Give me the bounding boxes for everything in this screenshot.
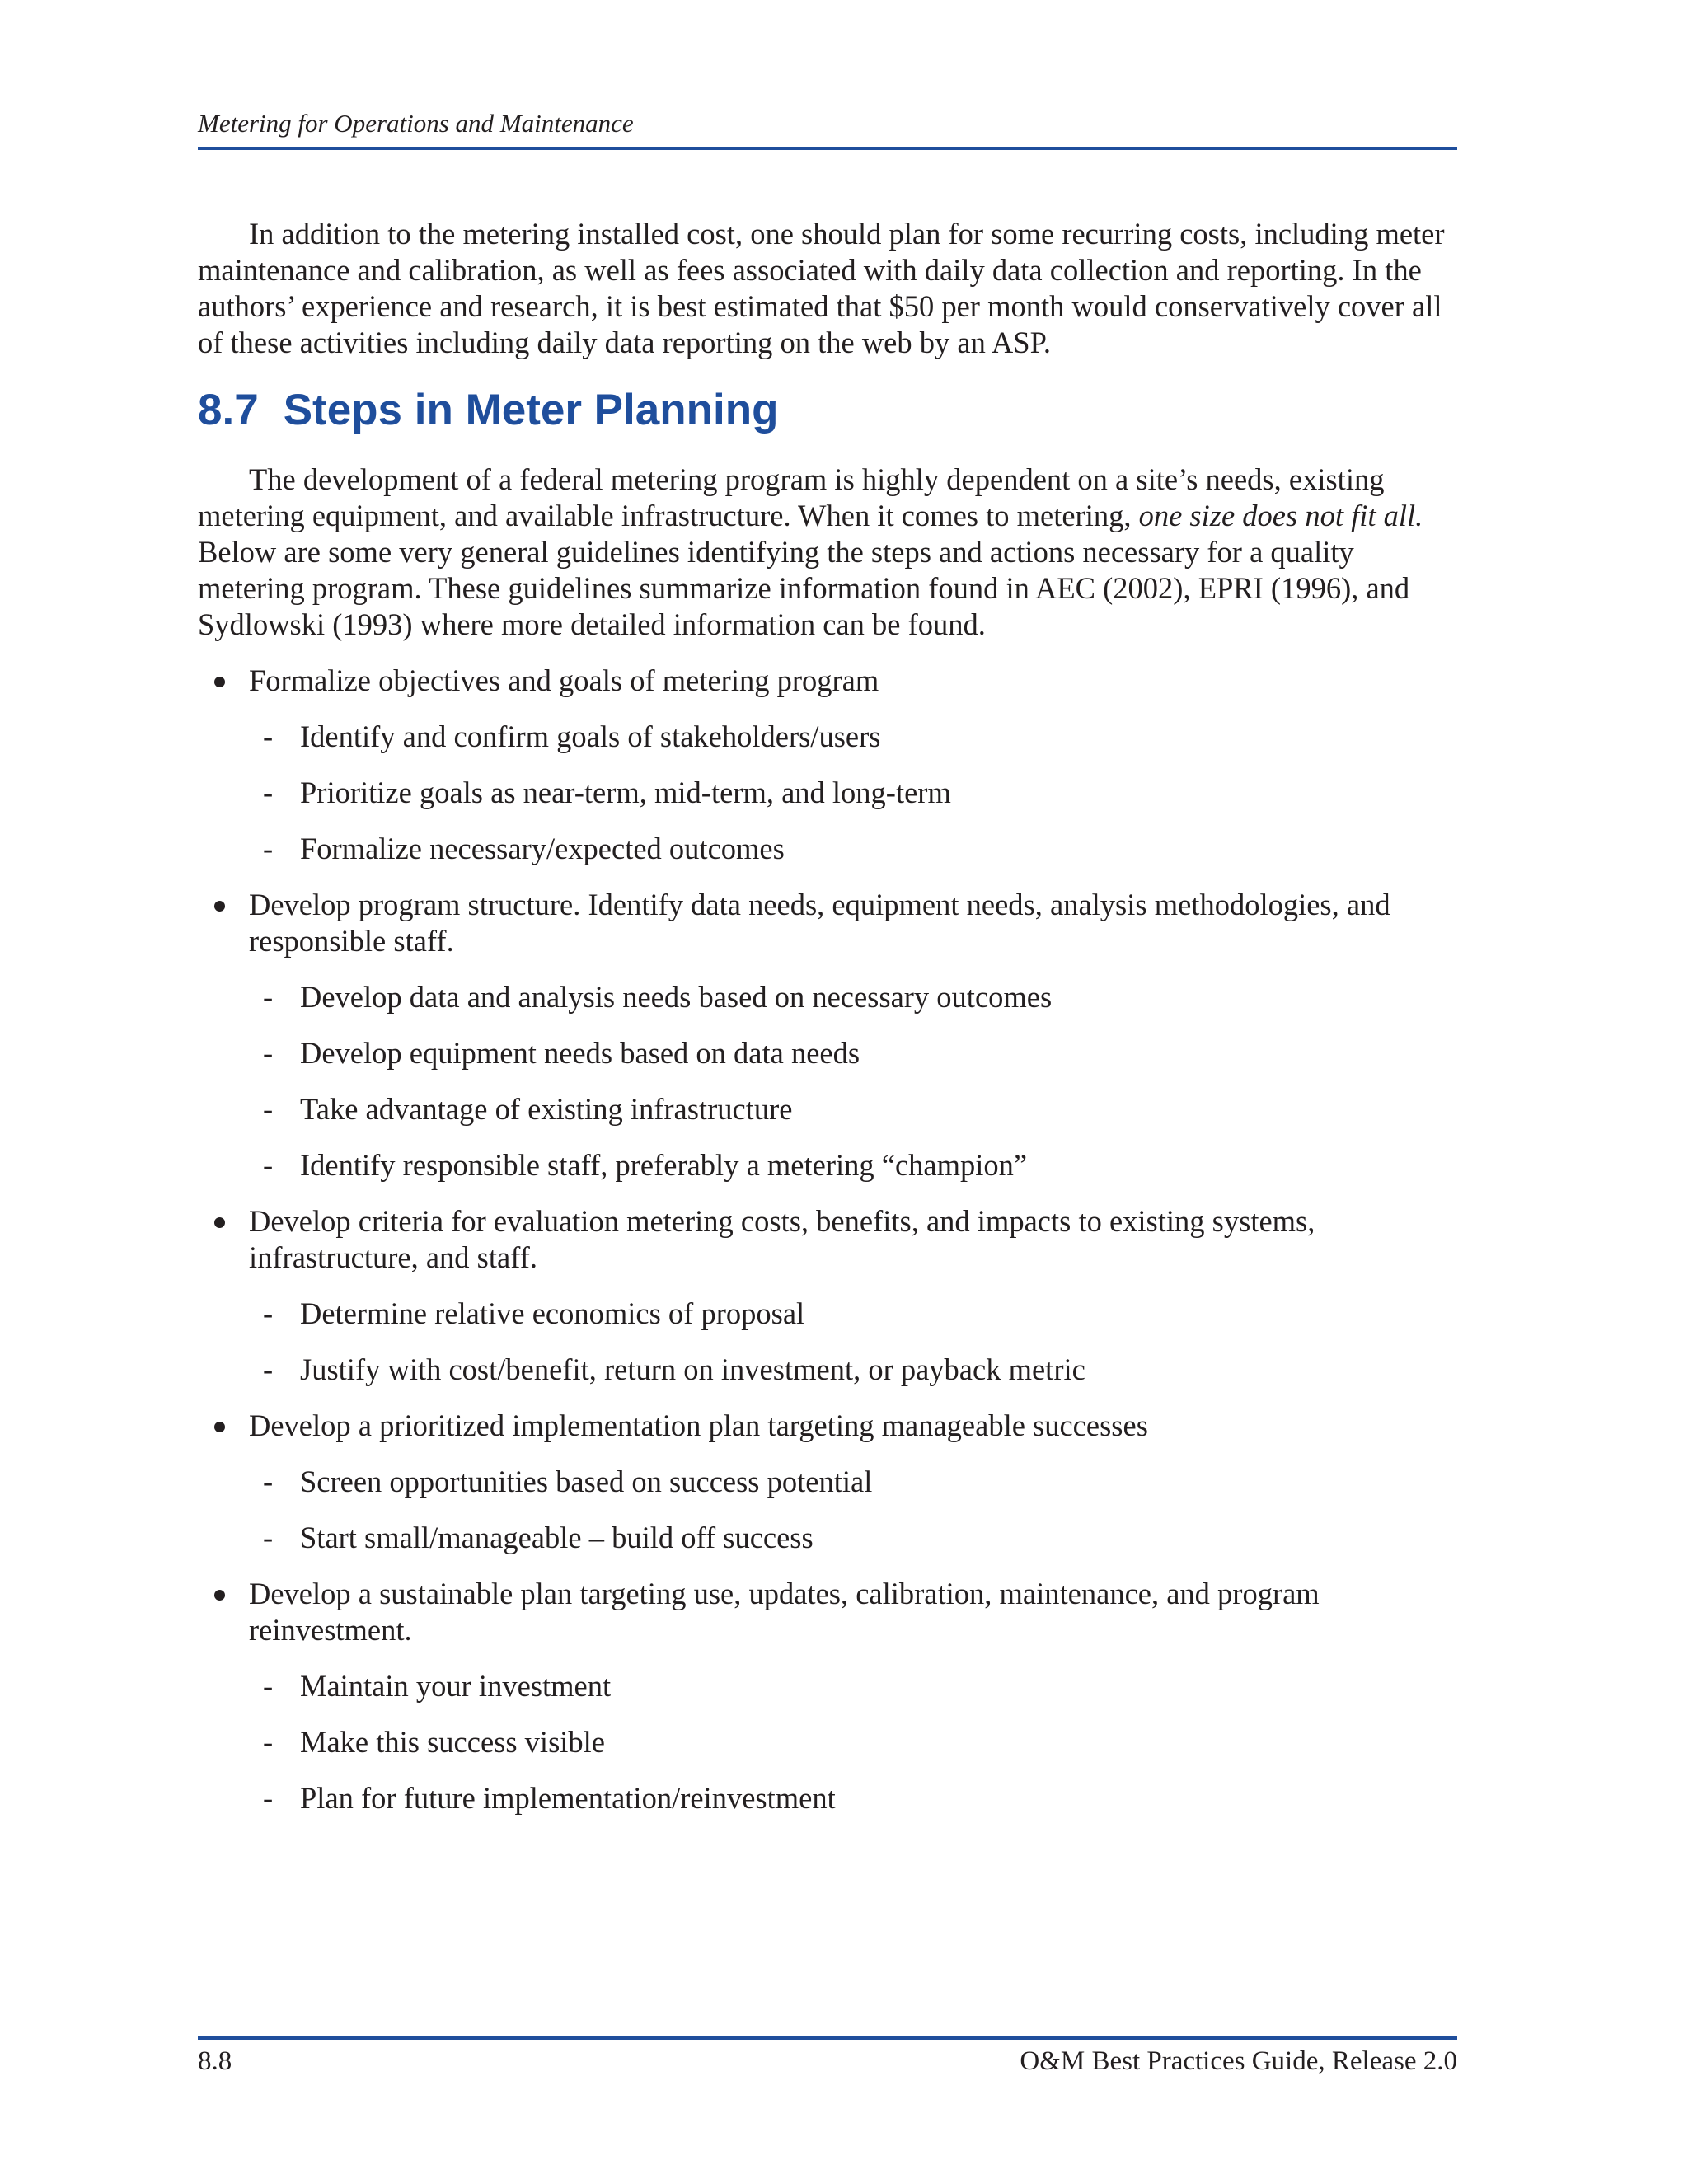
sub-item (249, 1352, 1457, 1388)
bullet-dot-icon (214, 677, 225, 687)
guideline-list (198, 663, 1457, 1816)
guideline-item (198, 1408, 1457, 1556)
sub-item (249, 1091, 1457, 1127)
sub-list (249, 1668, 1457, 1816)
section-paragraph-part1: The development of a federal metering program is highly dependent on a site’s needs, existing metering equipment, and available infrastructure. When it comes to metering, (198, 462, 1385, 532)
bullet-dot-icon (214, 1590, 225, 1601)
dash-icon: - (263, 980, 274, 1014)
header-rule (198, 147, 1457, 150)
dash-icon: - (263, 1352, 274, 1386)
section-heading (198, 386, 1457, 435)
sub-item-text: Take advantage of existing infrastructure (300, 1092, 793, 1126)
guideline-text: Develop criteria for evaluation metering costs, benefits, and impacts to existing systems, infrastructure, and staff. (249, 1204, 1315, 1274)
sub-item-text: Develop equipment needs based on data needs (300, 1036, 860, 1070)
sub-list (249, 979, 1457, 1183)
section-paragraph-emphasis: one size does not fit all. (1138, 499, 1423, 532)
dash-icon: - (263, 1465, 274, 1498)
guideline-text: Develop program structure. Identify data needs, equipment needs, analysis methodologies, and responsible staff. (249, 888, 1390, 958)
sub-item-text: Start small/manageable – build off success (300, 1521, 814, 1554)
sub-item (249, 775, 1457, 811)
bullet-dot-icon (214, 1217, 225, 1228)
intro-paragraph: In addition to the metering installed cost, one should plan for some recurring costs, including meter maintenance and calibration, as well as fees associated with daily data collection and reporting. In the authors’ experience and research, it is best estimated that $50 per month would conservatively cover all of these activities including daily data reporting on the web by an ASP. (198, 217, 1445, 359)
dash-icon: - (263, 1296, 274, 1330)
section-title: Steps in Meter Planning (283, 386, 779, 434)
guideline-text: Develop a prioritized implementation plan targeting manageable successes (249, 1408, 1148, 1442)
dash-icon: - (263, 1092, 274, 1126)
sub-item-text: Determine relative economics of proposal (300, 1296, 805, 1330)
dash-icon: - (263, 1781, 274, 1815)
sub-list (249, 1296, 1457, 1388)
guideline-text: Develop a sustainable plan targeting use, updates, calibration, maintenance, and program reinvestment. (249, 1577, 1320, 1647)
sub-item-text: Develop data and analysis needs based on necessary outcomes (300, 980, 1053, 1014)
sub-item (249, 1780, 1457, 1816)
sub-item (249, 1147, 1457, 1183)
sub-item-text: Make this success visible (300, 1725, 606, 1759)
bullet-dot-icon (214, 901, 225, 912)
section-paragraph-part2: Below are some very general guidelines identifying the steps and actions necessary for a quality metering program. These guidelines summarize information found in AEC (2002), EPRI (1996), and Sydlowski (1993) where more detailed information can be found. (198, 535, 1410, 641)
dash-icon: - (263, 719, 274, 753)
running-header: Metering for Operations and Maintenance (198, 109, 634, 138)
sub-item (249, 1296, 1457, 1332)
sub-item (249, 1668, 1457, 1704)
dash-icon: - (263, 1669, 274, 1703)
sub-item (249, 719, 1457, 755)
guideline-item (198, 1576, 1457, 1816)
dash-icon: - (263, 1521, 274, 1554)
dash-icon: - (263, 1725, 274, 1759)
sub-item-text: Prioritize goals as near-term, mid-term, and long-term (300, 776, 951, 809)
sub-list (249, 1464, 1457, 1556)
sub-item-text: Identify and confirm goals of stakeholders/users (300, 719, 881, 753)
footer-rule (198, 2036, 1457, 2040)
dash-icon: - (263, 832, 274, 865)
guideline-item (198, 663, 1457, 867)
sub-list (249, 719, 1457, 867)
section-number: 8.7 (198, 386, 259, 434)
sub-item (249, 1724, 1457, 1760)
sub-item-text: Maintain your investment (300, 1669, 612, 1703)
sub-item-text: Screen opportunities based on success potential (300, 1465, 873, 1498)
page-number: 8.8 (198, 2046, 232, 2076)
sub-item (249, 1464, 1457, 1500)
sub-item (249, 1035, 1457, 1071)
guideline-item (198, 1203, 1457, 1388)
sub-item-text: Identify responsible staff, preferably a metering “champion” (300, 1148, 1028, 1182)
guideline-text: Formalize objectives and goals of metering program (249, 663, 879, 697)
dash-icon: - (263, 776, 274, 809)
guideline-item (198, 887, 1457, 1183)
sub-item (249, 979, 1457, 1015)
page-content (198, 216, 1457, 1836)
guide-title: O&M Best Practices Guide, Release 2.0 (1020, 2046, 1457, 2076)
dash-icon: - (263, 1148, 274, 1182)
sub-item (249, 831, 1457, 867)
sub-item (249, 1520, 1457, 1556)
dash-icon: - (263, 1036, 274, 1070)
section-paragraph (198, 462, 1457, 643)
sub-item-text: Plan for future implementation/reinvestment (300, 1781, 836, 1815)
bullet-dot-icon (214, 1422, 225, 1432)
sub-item-text: Formalize necessary/expected outcomes (300, 832, 785, 865)
sub-item-text: Justify with cost/benefit, return on investment, or payback metric (300, 1352, 1085, 1386)
